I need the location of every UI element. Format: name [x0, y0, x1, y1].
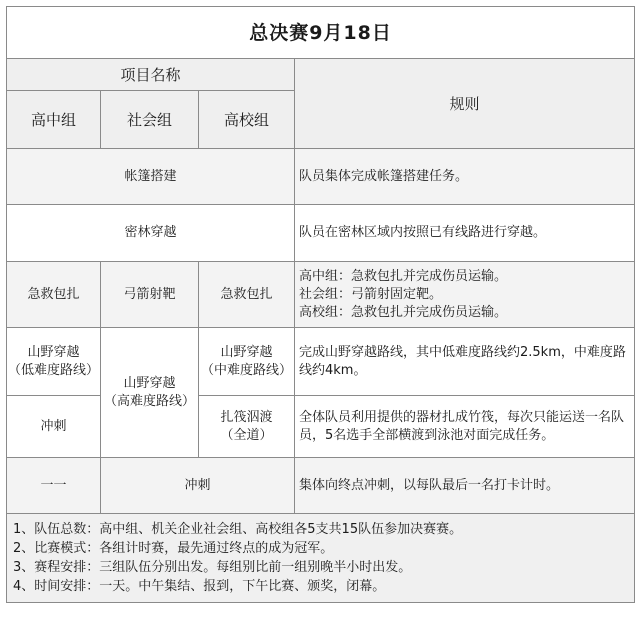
mountain-rule: 完成山野穿越路线，其中低难度路线约2.5km，中难度路线约4km。 — [295, 328, 635, 396]
table-title: 总决赛9月18日 — [7, 7, 635, 59]
mountain-college-line2: （中难度路线） — [200, 362, 292, 378]
mountain-society-line1: 山野穿越 — [123, 375, 176, 391]
mountain-event-college — [199, 328, 295, 396]
final-event-high-school: 一一 — [7, 458, 101, 514]
high-school-group-header: 高中组 — [7, 91, 101, 149]
mountain-event-society — [101, 328, 199, 458]
aid-rule-high-school: 高中组：急救包扎并完成伤员运输。 — [299, 268, 508, 284]
note-item: 3、赛程安排：三组队伍分别出发。每组别比前一组别晚半小时出发。 — [13, 560, 412, 575]
rules-header: 规则 — [295, 59, 635, 149]
note-item: 2、比赛模式：各组计时赛，最先通过终点的成为冠军。 — [13, 541, 334, 556]
raft-rule: 全体队员利用提供的器材扎成竹筏，每次只能运送一名队员，5名选手全部横渡到泳池对面完成任务。 — [295, 396, 635, 458]
mountain-society-line2: （高难度路线） — [103, 393, 195, 409]
schedule-table — [6, 6, 635, 603]
raft-college-line1: 扎筏泅渡 — [220, 409, 273, 425]
aid-rule-college: 高校组：急救包扎并完成伤员运输。 — [299, 304, 508, 320]
society-group-header: 社会组 — [101, 91, 199, 149]
mountain-high-school-line2: （低难度路线） — [7, 362, 99, 378]
mountain-college-line1: 山野穿越 — [220, 344, 273, 360]
aid-rule-society: 社会组：弓箭射固定靶。 — [299, 286, 443, 302]
final-rule: 集体向终点冲刺，以每队最后一名打卡计时。 — [295, 458, 635, 514]
note-item: 1、队伍总数：高中组、机关企业社会组、高校组各5支共15队伍参加决赛赛。 — [13, 522, 463, 537]
forest-rule: 队员在密林区域内按照已有线路进行穿越。 — [295, 205, 635, 262]
aid-event-college: 急救包扎 — [199, 262, 295, 328]
tent-event: 帐篷搭建 — [7, 149, 295, 205]
raft-event-college — [199, 396, 295, 458]
sprint-event-high-school: 冲刺 — [7, 396, 101, 458]
raft-college-line2: （全道） — [220, 427, 273, 443]
aid-event-high-school: 急救包扎 — [7, 262, 101, 328]
tent-rule: 队员集体完成帐篷搭建任务。 — [295, 149, 635, 205]
final-sprint-event: 冲刺 — [101, 458, 295, 514]
mountain-high-school-line1: 山野穿越 — [27, 344, 80, 360]
mountain-event-high-school — [7, 328, 101, 396]
forest-event: 密林穿越 — [7, 205, 295, 262]
college-group-header: 高校组 — [199, 91, 295, 149]
archery-event-society: 弓箭射靶 — [101, 262, 199, 328]
notes-section — [7, 514, 635, 603]
note-item: 4、时间安排：一天。中午集结、报到，下午比赛、颁奖，闭幕。 — [13, 579, 386, 594]
project-name-header: 项目名称 — [7, 59, 295, 91]
aid-rules — [295, 262, 635, 328]
